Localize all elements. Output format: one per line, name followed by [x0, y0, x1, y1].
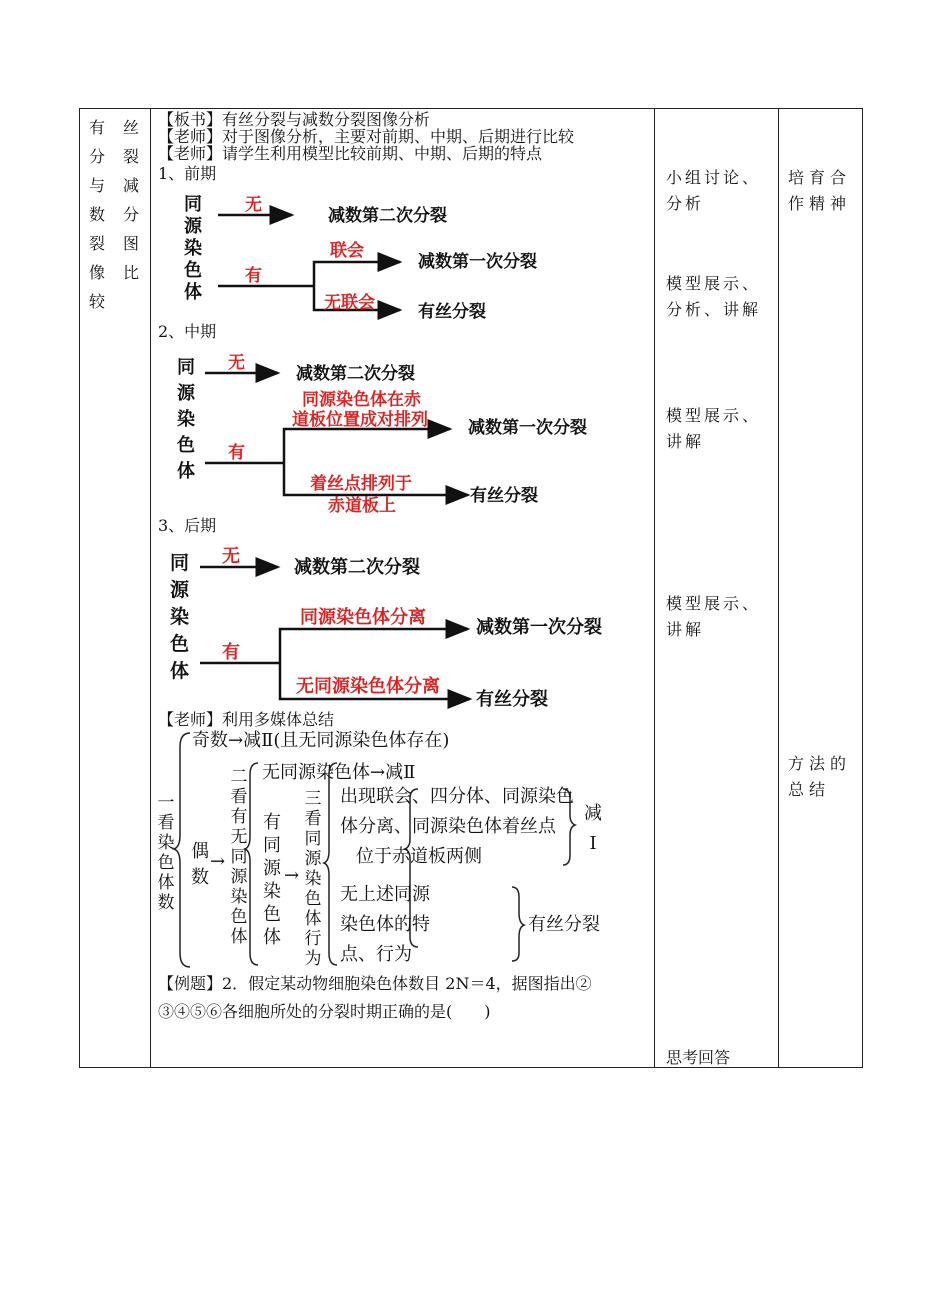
- step1-char: 数: [157, 893, 175, 913]
- topic-char: 减: [122, 176, 139, 195]
- step1-char: 染: [157, 833, 175, 853]
- step3-char: 同: [304, 829, 322, 849]
- step1-char: 一: [157, 793, 175, 813]
- behavior-line-1: 出现联会、四分体、同源染色: [340, 786, 574, 807]
- step2-char: 染: [230, 887, 248, 907]
- homologous-char: 体: [170, 660, 190, 682]
- goal-text: 作精神: [788, 194, 852, 213]
- example-line-1: 【例题】2．假定某动物细胞染色体数目 2N＝4，据图指出②: [158, 974, 592, 993]
- topic-char: 有: [88, 118, 105, 137]
- result-meiosis1: 减数第一次分裂: [468, 418, 587, 438]
- step1-char: 体: [157, 873, 175, 893]
- topic-column: [80, 109, 150, 1067]
- board-note: 【板书】有丝分裂与减数分裂图像分析: [158, 110, 431, 129]
- homologous-char: 染: [177, 409, 195, 430]
- step1-char: 看: [157, 813, 175, 833]
- label-none: 无: [222, 546, 240, 567]
- has-homologous-char: 同: [263, 835, 281, 856]
- activity-note-3: [666, 403, 761, 455]
- result-meiosis1: 减数第一次分裂: [476, 617, 602, 638]
- label-has: 有: [228, 443, 245, 463]
- activity-note-2: [666, 271, 761, 323]
- homologous-char: 同: [170, 552, 190, 574]
- meiosis1-char: 减: [584, 803, 602, 824]
- mitosis-result: 有丝分裂: [528, 914, 600, 935]
- meiosis1-label: [583, 799, 603, 859]
- homologous-char: 源: [170, 579, 190, 601]
- has-homologous-label: [262, 811, 282, 949]
- topic-char: 分: [122, 205, 139, 224]
- step3-char: 色: [304, 889, 322, 909]
- homologous-char: 色: [184, 260, 202, 281]
- activity-text: 分析: [666, 194, 705, 213]
- activity-text: 模型展示、: [666, 406, 762, 425]
- label-none: 无: [228, 353, 245, 373]
- step3-char: 体: [304, 909, 322, 929]
- label-pairing-2: 道板位置成对排列: [292, 410, 428, 430]
- result-meiosis1: 减数第一次分裂: [418, 252, 537, 272]
- goal-note-2: [788, 751, 851, 803]
- activity-note-5: 思考回答: [666, 1048, 731, 1067]
- anaphase-diagram: [150, 535, 654, 715]
- arrow-meiosis1: [280, 629, 468, 663]
- step2-char: 无: [230, 827, 248, 847]
- label-no-separation: 无同源染色体分离: [296, 676, 440, 697]
- example-line-2: ③④⑤⑥各细胞所处的分裂时期正确的是( ): [158, 1002, 491, 1021]
- step2-char: 同: [230, 847, 248, 867]
- homologous-char: 源: [177, 383, 195, 404]
- content-column: [150, 109, 654, 1067]
- activity-column: [654, 109, 778, 1067]
- activity-text: 小组讨论、: [666, 168, 762, 187]
- step2-char: 有: [230, 807, 248, 827]
- arrow-step2: →: [210, 851, 226, 872]
- has-homologous-char: 体: [263, 927, 281, 948]
- goal-text: 方法的: [788, 754, 852, 773]
- topic-char: 比: [122, 263, 139, 282]
- section-metaphase: 2、中期: [158, 322, 217, 341]
- no-behavior-line-1: 无上述同源: [340, 884, 430, 905]
- even-char: 数: [191, 867, 209, 888]
- behavior-line-3: 位于赤道板两侧: [356, 846, 482, 867]
- topic-char: 裂: [122, 147, 139, 166]
- teacher-note-3: 【老师】利用多媒体总结: [158, 710, 335, 729]
- no-homologous-rule: 无同源染色体→减Ⅱ: [262, 762, 416, 783]
- result-meiosis2: 减数第二次分裂: [328, 206, 447, 226]
- label-centromere-1: 着丝点排列于: [310, 474, 412, 494]
- no-behavior-line-2: 染色体的特: [340, 914, 430, 935]
- homologous-char: 染: [170, 606, 190, 628]
- activity-text: 模型展示、: [666, 274, 762, 293]
- activity-text: 模型展示、: [666, 594, 762, 613]
- section-prophase: 1、前期: [158, 164, 217, 183]
- brace-1: [174, 733, 190, 967]
- homologous-char: 色: [170, 633, 190, 655]
- label-separation: 同源染色体分离: [300, 607, 426, 628]
- homologous-char: 色: [177, 435, 195, 456]
- label-none: 无: [245, 195, 262, 215]
- activity-text: 讲解: [666, 432, 705, 451]
- step2-label: [229, 767, 249, 947]
- step2-char: 色: [230, 907, 248, 927]
- even-label: [190, 839, 210, 891]
- topic-char: 图: [122, 234, 139, 253]
- behavior-line-2: 体分离、同源染色体着丝点: [340, 816, 556, 837]
- has-homologous-char: 源: [263, 858, 281, 879]
- step3-char: 三: [304, 789, 322, 809]
- meiosis1-char: Ⅰ: [589, 833, 597, 854]
- activity-text: 分析、讲解: [666, 300, 762, 319]
- topic-char: 丝: [122, 118, 139, 137]
- step2-char: 源: [230, 867, 248, 887]
- label-centromere-2: 赤道板上: [328, 496, 396, 516]
- label-synapsis: 联会: [330, 241, 364, 261]
- label-pairing-1: 同源染色体在赤: [302, 390, 421, 410]
- section-anaphase: 3、后期: [158, 516, 217, 535]
- goal-text: 总结: [788, 780, 831, 799]
- topic-text-left: [86, 113, 108, 316]
- result-mitosis: 有丝分裂: [470, 486, 538, 506]
- summary-diagram: [150, 727, 654, 971]
- activity-note-4: [666, 591, 761, 643]
- step3-label: [303, 789, 323, 969]
- odd-rule: 奇数→减Ⅱ(且无同源染色体存在): [192, 730, 450, 751]
- step1-char: 色: [157, 853, 175, 873]
- even-char: 偶: [191, 841, 209, 862]
- topic-char: 像: [88, 263, 105, 282]
- arrow-synapsis: [314, 262, 400, 286]
- goal-column: [778, 109, 864, 1067]
- result-meiosis2: 减数第二次分裂: [294, 557, 420, 578]
- topic-text-right: [120, 113, 142, 287]
- step2-char: 二: [230, 767, 248, 787]
- has-homologous-char: 有: [263, 812, 281, 833]
- step3-char: 为: [304, 949, 322, 969]
- goal-text: 培育合: [788, 168, 852, 187]
- arrow-meiosis1: [284, 429, 450, 463]
- label-has: 有: [222, 642, 240, 663]
- no-behavior-line-3: 点、行为: [340, 944, 412, 965]
- metaphase-diagram: [150, 341, 654, 516]
- topic-char: 裂: [88, 234, 105, 253]
- prophase-diagram: [150, 181, 654, 321]
- teacher-note-1: 【老师】对于图像分析，主要对前期、中期、后期进行比较: [158, 127, 575, 146]
- result-mitosis: 有丝分裂: [476, 689, 548, 710]
- homologous-char: 同: [177, 357, 195, 378]
- label-has: 有: [245, 266, 262, 286]
- step2-char: 看: [230, 787, 248, 807]
- activity-note-1: [666, 165, 761, 217]
- homologous-char: 染: [184, 238, 202, 259]
- topic-char: 与: [88, 176, 105, 195]
- homologous-char: 体: [177, 461, 195, 482]
- step3-char: 源: [304, 849, 322, 869]
- topic-char: 分: [88, 147, 105, 166]
- result-mitosis: 有丝分裂: [418, 302, 486, 321]
- topic-char: 较: [88, 292, 105, 311]
- homologous-char: 源: [184, 216, 202, 237]
- step3-char: 行: [304, 929, 322, 949]
- has-homologous-char: 色: [263, 904, 281, 925]
- step2-char: 体: [230, 927, 248, 947]
- brace-6: [512, 887, 524, 961]
- lesson-plan-table: [79, 108, 863, 1068]
- label-no-synapsis: 无联会: [324, 293, 375, 313]
- homologous-char: 同: [184, 194, 202, 215]
- homologous-char: 体: [184, 282, 202, 303]
- teacher-note-2: 【老师】请学生利用模型比较前期、中期、后期的特点: [158, 144, 543, 163]
- topic-char: 数: [88, 205, 105, 224]
- activity-text: 讲解: [666, 620, 705, 639]
- arrow-step3: →: [284, 865, 300, 886]
- step3-char: 染: [304, 869, 322, 889]
- brace-3: [324, 763, 337, 965]
- has-homologous-char: 染: [263, 881, 281, 902]
- result-meiosis2: 减数第二次分裂: [296, 364, 415, 384]
- step3-char: 看: [304, 809, 322, 829]
- goal-note-1: [788, 165, 851, 217]
